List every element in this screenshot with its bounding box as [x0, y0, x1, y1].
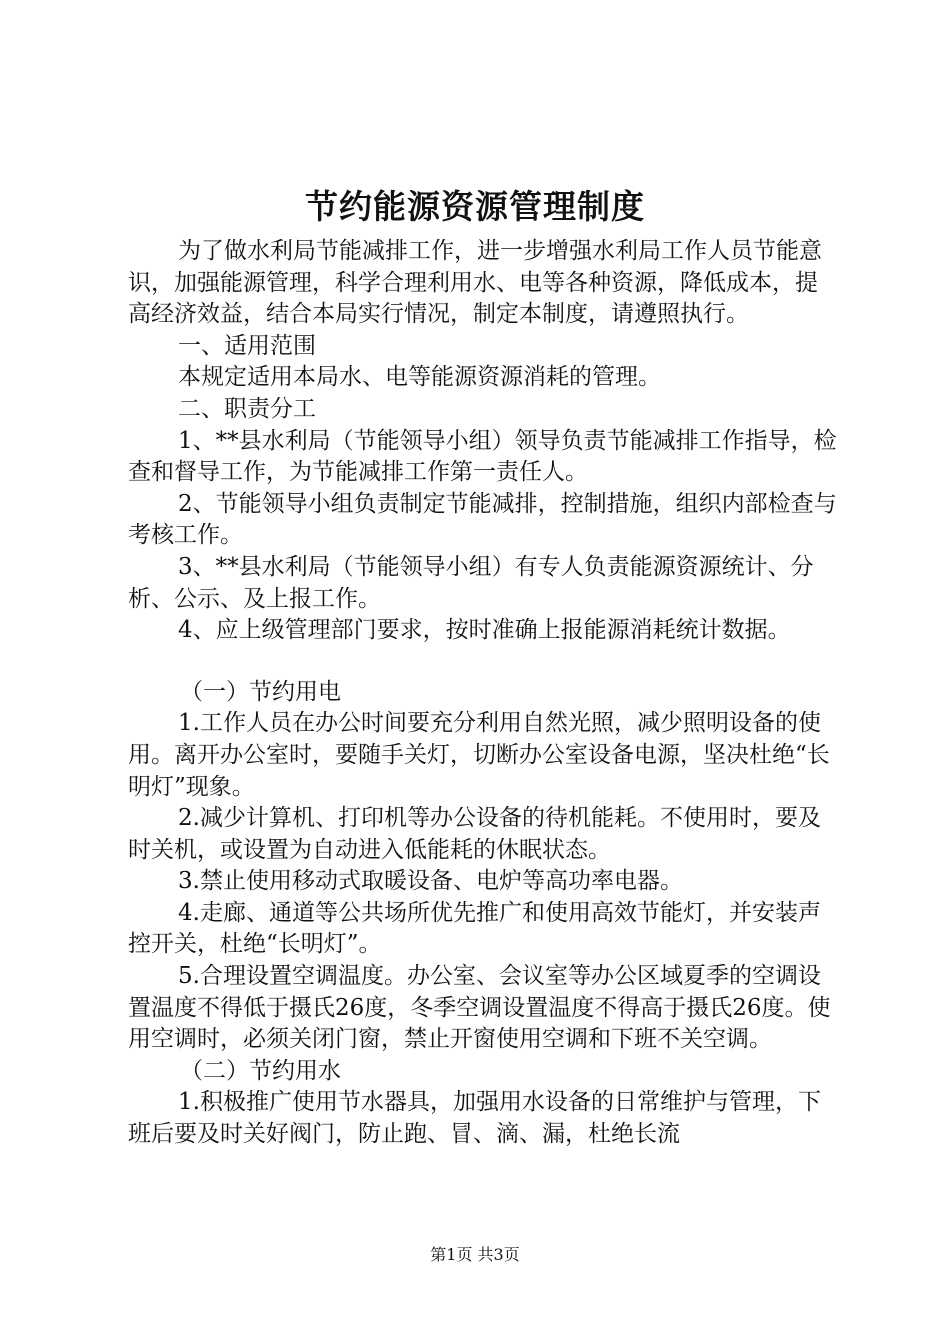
document-body [128, 236, 840, 1151]
electricity-item-4: 4.走廊、通道等公共场所优先推广和使用高效节能灯，并安装声控开关，杜绝“长明灯”。 [128, 899, 821, 958]
intro-paragraph: 为了做水利局节能减排工作，进一步增强水利局工作人员节能意识，加强能源管理，科学合理利用水、电等各种资源，降低成本，提高经济效益，结合本局实行情况，制定本制度，请遵照执行。 [128, 238, 822, 328]
duty-item-2: 2、节能领导小组负责制定节能减排，控制措施，组织内部检查与考核工作。 [128, 490, 837, 549]
water-item-1: 1.积极推广使用节水器具，加强用水设备的日常维护与管理，下班后要及时关好阀门，防止跑、冒、滴、漏，杜绝长流 [128, 1089, 821, 1148]
duty-item-4: 4、应上级管理部门要求，按时准确上报能源消耗统计数据。 [178, 617, 791, 644]
duty-item-1: 1、**县水利局（节能领导小组）领导负责节能减排工作指导，检查和督导工作，为节能减排工作第一责任人。 [128, 427, 837, 486]
electricity-item-1: 1.工作人员在办公时间要充分利用自然光照，减少照明设备的使用。离开办公室时，要随手关灯，切断办公室设备电源，坚决杜绝“长明灯”现象。 [128, 710, 830, 800]
paragraph-spacer [128, 647, 840, 677]
subsection-heading-water: （二）节约用水 [180, 1057, 341, 1084]
electricity-item-3: 3.禁止使用移动式取暖设备、电炉等高功率电器。 [178, 868, 683, 895]
section-heading-duties: 二、职责分工 [178, 395, 316, 422]
section-heading-scope: 一、适用范围 [178, 332, 316, 359]
page-footer: 第1页 共3页 [430, 1245, 520, 1264]
electricity-item-5: 5.合理设置空调温度。办公室、会议室等办公区域夏季的空调设置温度不得低于摄氏26度，冬季空调设置温度不得高于摄氏26度。使用空调时，必须关闭门窗，禁止开窗使用空调和下班不关空调。 [128, 963, 831, 1053]
electricity-item-2: 2.减少计算机、打印机等办公设备的待机能耗。不使用时，要及时关机，或设置为自动进入低能耗的休眠状态。 [128, 805, 821, 863]
document-title: 节约能源资源管理制度 [305, 187, 645, 226]
scope-paragraph: 本规定适用本局水、电等能源资源消耗的管理。 [178, 364, 661, 391]
duty-item-3: 3、**县水利局（节能领导小组）有专人负责能源资源统计、分析、公示、及上报工作。 [128, 553, 814, 612]
subsection-heading-electricity: （一）节约用电 [180, 678, 341, 705]
